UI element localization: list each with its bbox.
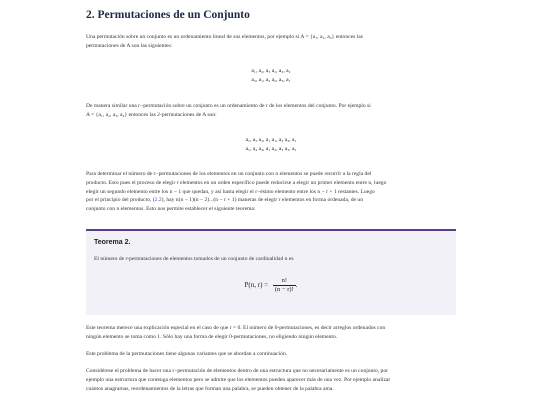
paragraph-permutation-definition xyxy=(86,33,456,51)
text-line: ningún elemento se toma como 1. Sólo hay una forma de elegir 0-permutaciones, no eligiendo ningún elemento. xyxy=(86,333,338,340)
math-row: a₁, a₂, a₃ a₁, a₃, a₂ xyxy=(251,68,291,74)
fraction-numerator: n! xyxy=(273,277,296,286)
paragraph-anagrams xyxy=(86,367,456,393)
text-line: producto. Esto pues el proceso de elegir r elementos en un orden específico puede reducirse a elegir un primer elemento entre n, luego xyxy=(86,179,387,186)
math-row: a₁, a₄ a₄, a₁ a₂, a₃ a₃, a₂ xyxy=(245,146,297,152)
text-fragment: por el principio del producto, ( xyxy=(86,197,155,204)
formula-lhs: P(n, r) = xyxy=(244,281,269,290)
text-line: Una permutación sobre un conjunto es un ordenamiento lineal de sus elementos, por ejemplo si A = {a₁, a₂, a₃} entonces las xyxy=(86,34,363,40)
two-permutations-display xyxy=(86,136,456,154)
section-heading: 2. Permutaciones de un Conjunto xyxy=(86,9,250,21)
text-line: conjunto con n elementos. Esto nos permite establecer el siguiente teorema: xyxy=(86,206,256,213)
text-line: Este problema de la permutaciones tiene algunas variantes que se abordan a continuación. xyxy=(86,351,288,357)
text-line: De manera similar una r−permutación sobre un conjunto es un ordenamiento de r de los elementos del conjunto. Por ejemplo si xyxy=(86,103,371,109)
text-line: elegir un segundo elemento entre los n − 1 que quedan, y así hasta elegir el r−ésimo elemento entre los n − r + 1 restantes. Luego xyxy=(86,188,375,195)
fraction xyxy=(273,277,296,294)
paragraph-zero-permutation xyxy=(86,324,456,342)
text-line: Para determinar el número de r−permutaciones de los elementos en un conjunto con n elementos se puede recurrir a la regla del xyxy=(86,171,372,177)
equation-reference-link[interactable]: 2.2 xyxy=(154,197,162,204)
permutation-formula xyxy=(86,277,456,294)
text-line xyxy=(86,196,456,205)
text-fragment: ), hay n(n − 1)(n − 2)...(n − r + 1) maneras de elegir r elementos en forma ordenada, de un xyxy=(161,197,364,204)
text-line: A = {a₁, a₂, a₃, a₄} entonces las 2-permutaciones de A son: xyxy=(86,111,217,118)
math-row: a₁, a₂ a₂, a₁ a₁, a₃ a₃, a₁ xyxy=(245,137,297,143)
paragraph-variants xyxy=(86,350,456,359)
paragraph-r-permutation xyxy=(86,102,456,120)
theorem-box xyxy=(86,229,456,315)
text-line: Este teorema merece una explicación especial en el caso de que r = 0. El número de 0-permutaciones, es decir arreglos ordenados con xyxy=(86,325,386,331)
paragraph-product-rule xyxy=(86,170,456,214)
text-line: cuántos anagramas, reordenamientos de la letras que forman una palabra, se pueden obtener de la palabra ama. xyxy=(86,385,334,392)
theorem-statement: El número de r-permutaciones de elementos tomados de un conjunto de cardinalidad n es xyxy=(94,256,294,262)
text-line: Considérese el problema de hacer una r−permutación de elementos dentro de una estructura que no necesariamente es un conjunto, por xyxy=(86,368,388,374)
text-line: permutaciones de A son las siguientes: xyxy=(86,42,173,49)
permutations-display xyxy=(86,67,456,85)
theorem-title: Teorema 2. xyxy=(94,239,131,246)
math-row: a₃, a₁, a₂ a₂, a₃, a₁ xyxy=(251,77,291,83)
formula-period: . xyxy=(295,281,298,290)
text-line: ejemplo una estructura que contenga elementos pero se admite que los elementos pueden aparecer más de una vez. Por ejemplo analizar xyxy=(86,376,391,383)
fraction-denominator: (n − r)! xyxy=(274,286,294,293)
